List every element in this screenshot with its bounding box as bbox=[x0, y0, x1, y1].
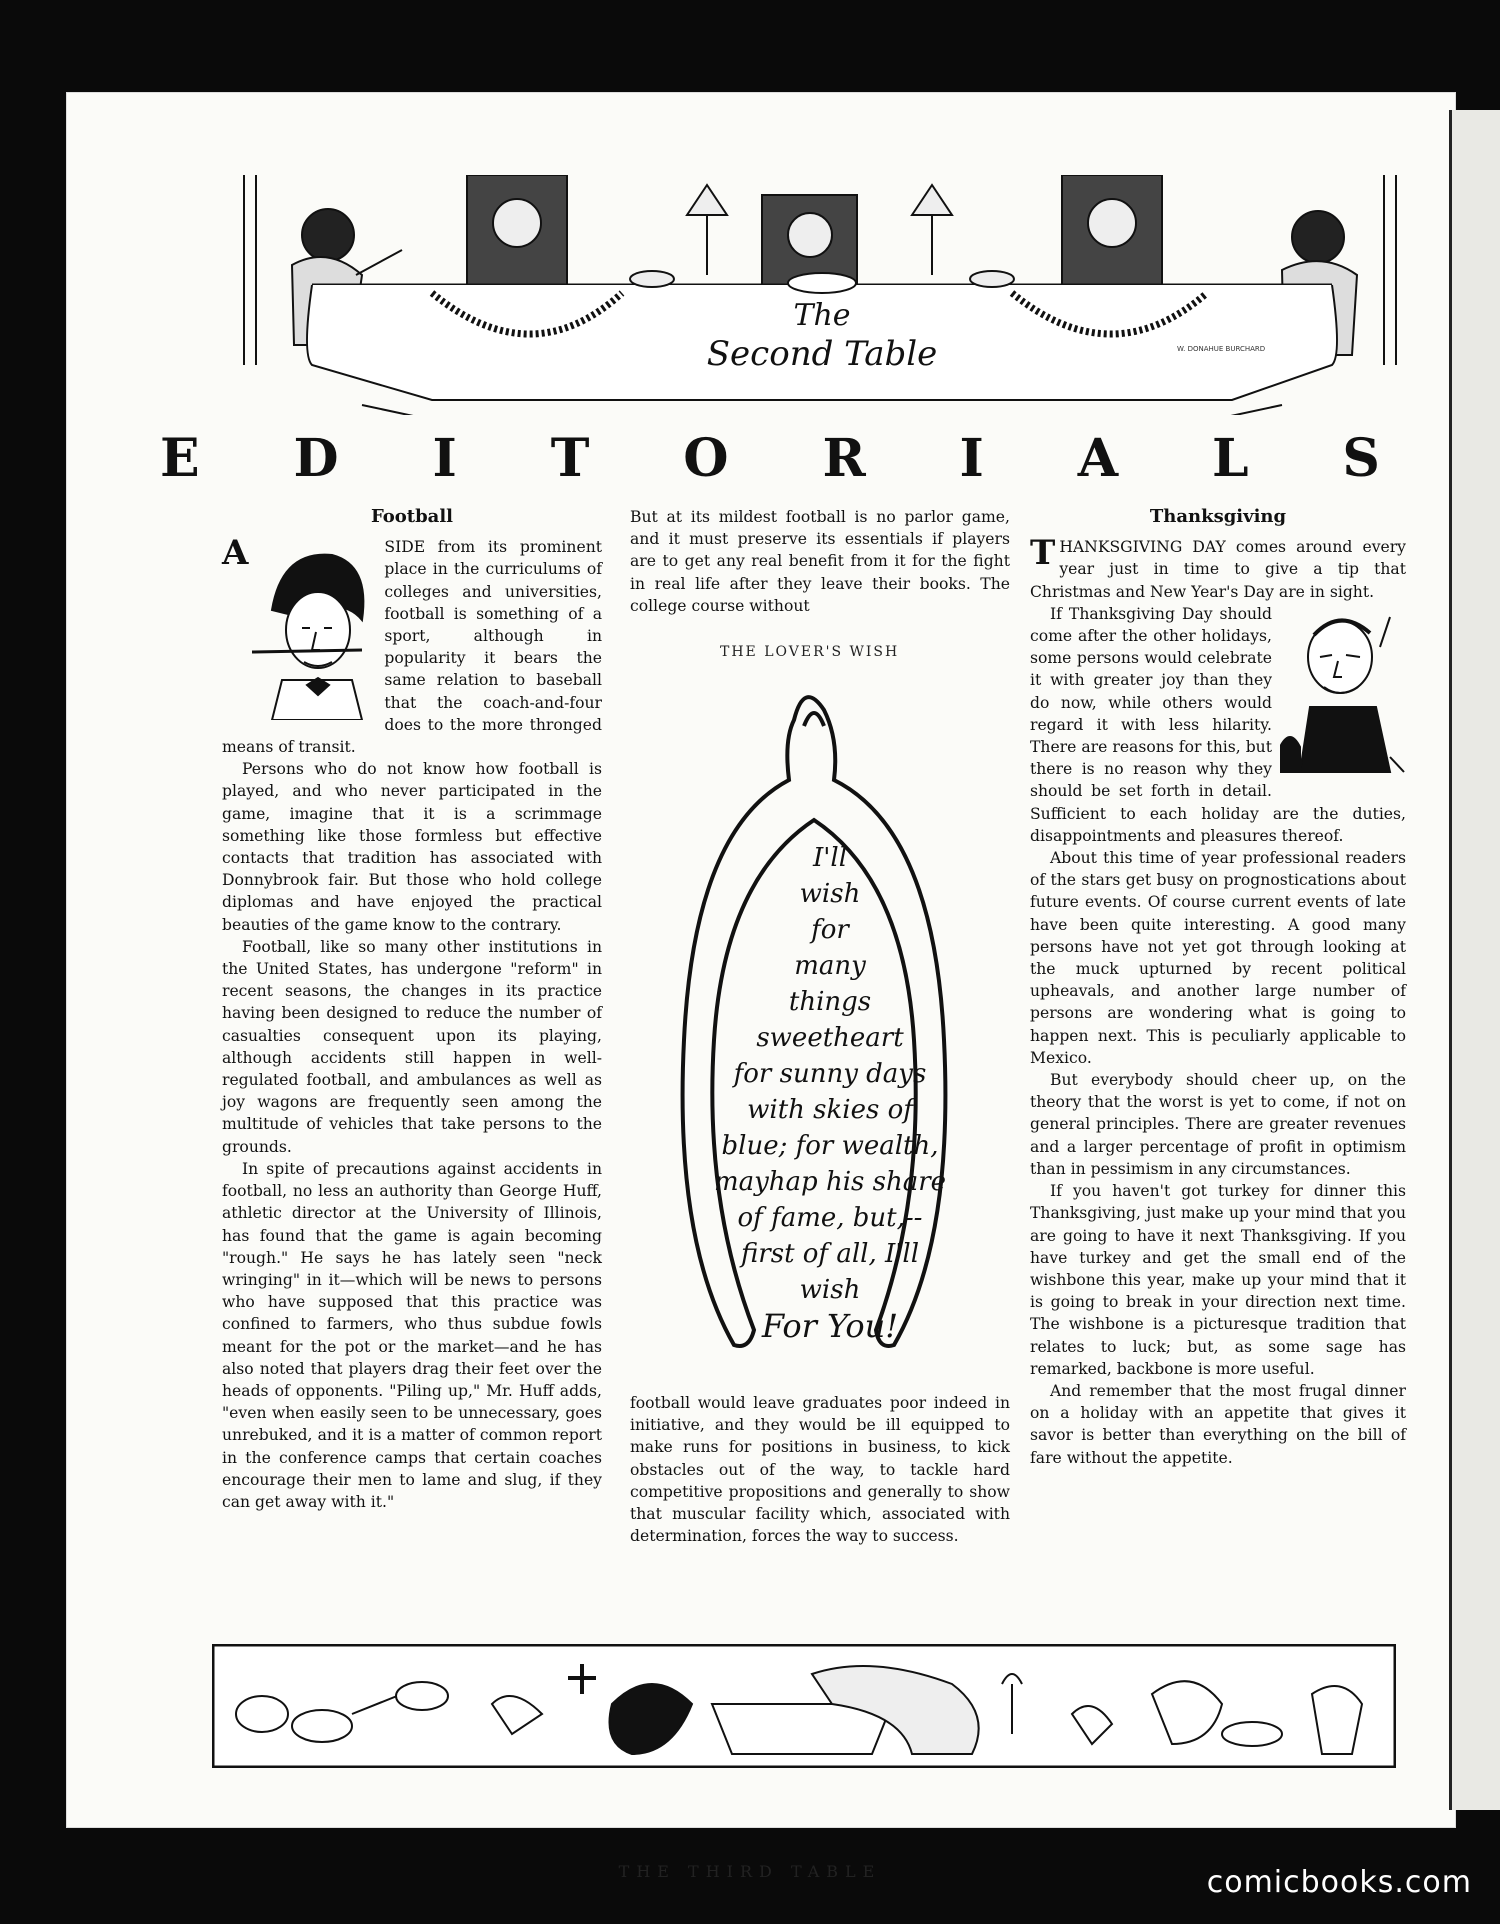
thanksgiving-column bbox=[1030, 506, 1406, 1469]
wish-line: for sunny days bbox=[733, 1059, 927, 1089]
wish-line: wish bbox=[799, 1275, 861, 1305]
thanksgiving-paragraph: And remember that the most frugal dinner on a holiday with an appetite that gives it savor is better than everything on the bill of fare without the appetite. bbox=[1030, 1381, 1406, 1467]
wish-line: wish bbox=[799, 879, 861, 909]
editorials-banner bbox=[160, 428, 1380, 489]
wish-line: many bbox=[794, 951, 866, 981]
thanksgiving-heading: Thanksgiving bbox=[1149, 506, 1287, 527]
banner-letter: R bbox=[822, 428, 866, 489]
page-gutter-line bbox=[1449, 110, 1452, 1810]
wish-line: mayhap his share bbox=[713, 1167, 947, 1197]
wish-handwriting bbox=[710, 840, 950, 1344]
watermark: comicbooks.com bbox=[1206, 1865, 1472, 1900]
next-page-edge bbox=[1450, 110, 1500, 1810]
football-paragraph-text: SIDE from its prominent place in the curriculums of colleges and universities, football is something of a sport, although in popularity it bears the same relation to baseball that the coach-and-four does to the more thronged means of transit. bbox=[222, 538, 602, 757]
banner-letter: S bbox=[1342, 428, 1380, 489]
thanksgiving-paragraph: About this time of year professional readers of the stars get busy on prognostications about future events. Of course current events of late have been quite interesting. A good many persons have not yet got through looking at the muck upturned by recent political upheavals, and another large number of persons are wondering what is going to happen next. This is peculiarly applicable to Mexico. bbox=[1030, 849, 1406, 1067]
banner-letter: T bbox=[550, 428, 590, 489]
football-paragraph bbox=[222, 533, 602, 758]
thanksgiving-paragraph bbox=[1030, 603, 1406, 847]
thanksgiving-paragraph: If you haven't got turkey for dinner this Thanksgiving, just make up your mind that you are going to have it next Thanksgiving. If you have turkey and get the small end of the wishbone this year, make up your mind that it is going to break in your direction next time. The wishbone is a picturesque tradition that relates to luck; but, as some sage has remarked, backbone is more useful. bbox=[1030, 1182, 1406, 1378]
football-paragraph: In spite of precautions against accidents in football, no less an authority than George Huff, athletic director at the University of Illinois, has found that the game is again becoming "rough." He says he has lately seen "neck wringing" in it—which will be news to persons who have supposed that this practice was confined to farmers, who thus subdue fowls meant for the pot or the market—and he has also noted that players drag their feet over the heads of opponents. "Piling up," Mr. Huff adds, "even when easily seen to be unnecessary, goes unrebuked, and it is a matter of common report in the conference camps that certain coaches encourage their men to lame and slug, if they can get away with it." bbox=[222, 1159, 602, 1511]
wish-line: first of all, I'll bbox=[740, 1239, 920, 1269]
wish-line: I'll bbox=[812, 843, 848, 873]
wish-line: with skies of bbox=[747, 1095, 913, 1125]
football-dropcap: A bbox=[222, 533, 249, 574]
header-title-line2: Second Table bbox=[706, 334, 938, 374]
football-caricature-illustration bbox=[252, 540, 376, 720]
wish-line: For You! bbox=[761, 1307, 899, 1345]
football-paragraph: Football, like so many other institutions in the United States, has undergone "reform" in recent seasons, the changes in its practice having been designed to reduce the number of casualties consequent upon its playing, although accidents still happen in well-regulated football, and ambulances as well as joy wagons are frequently seen among the multitude of vehicles that take persons to the grounds. bbox=[222, 937, 602, 1156]
wish-line: sweetheart bbox=[756, 1023, 904, 1053]
lovers-wish-caption: THE LOVER'S WISH bbox=[720, 644, 900, 660]
wish-line: blue; for wealth, bbox=[721, 1131, 939, 1161]
thanksgiving-paragraph-text: HANKSGIVING DAY comes around every year just in time to give a tip that Christmas and New Year's Day are in sight. bbox=[1030, 538, 1406, 601]
banner-letter: A bbox=[1077, 428, 1119, 489]
wish-line: of fame, but,-- bbox=[737, 1203, 923, 1233]
thanksgiving-caricature-illustration bbox=[1280, 607, 1406, 777]
header-title-line1: The bbox=[793, 298, 851, 333]
banner-letter: D bbox=[293, 428, 339, 489]
middle-column-bottom bbox=[630, 1392, 1010, 1547]
third-table-illustration bbox=[212, 1644, 1396, 1768]
third-table-caption: THE THIRD TABLE bbox=[618, 1862, 882, 1881]
banner-letter: L bbox=[1211, 428, 1249, 489]
thanksgiving-paragraph: But everybody should cheer up, on the theory that the worst is yet to come, if not on general principles. There are greater revenues and a larger percentage of profit in optimism than in pessimism in any circumstances. bbox=[1030, 1071, 1406, 1178]
banner-letter: O bbox=[683, 428, 729, 489]
middle-paragraph-top: But at its mildest football is no parlor game, and it must preserve its essentials if players are to get any real benefit from it for the fight in real life after they leave their books. The college course without bbox=[630, 508, 1010, 615]
banner-letter: E bbox=[160, 428, 200, 489]
football-paragraph: Persons who do not know how football is played, and who never participated in the game, imagine that it is a scrimmage something like those formless but effective contacts that tradition has associated with Donnybrook fair. But those who hold college diplomas and have enjoyed the practical beauties of the game know to the contrary. bbox=[222, 760, 602, 934]
football-column bbox=[222, 506, 602, 1513]
wish-line: for bbox=[811, 915, 849, 945]
thanksgiving-dropcap: T bbox=[1030, 533, 1056, 574]
banner-letter: I bbox=[432, 428, 457, 489]
artist-signature: W. DONAHUE BURCHARD bbox=[1177, 345, 1266, 353]
thanksgiving-paragraph bbox=[1030, 533, 1406, 603]
banner-letter: I bbox=[959, 428, 984, 489]
football-heading: Football bbox=[370, 506, 454, 527]
middle-column-top bbox=[630, 506, 1010, 617]
second-table-illustration bbox=[232, 175, 1408, 415]
thanksgiving-paragraph-text: If Thanksgiving Day should come after the other holidays, some persons would celebrate it with greater joy than they do now, while others would regard it with less hilarity. There are reasons for this, but there is no reason why they should be set forth in detail. Sufficient to each holiday are the duties, disappointments and pleasures thereof. bbox=[1030, 604, 1406, 845]
middle-paragraph-bottom: football would leave graduates poor indeed in initiative, and they would be ill equipped to make runs for positions in business, to kick obstacles out of the way, to tackle hard competitive propositions and generally to show that muscular facility which, associated with determination, forces the way to success. bbox=[630, 1394, 1010, 1546]
wish-line: things bbox=[788, 987, 872, 1017]
